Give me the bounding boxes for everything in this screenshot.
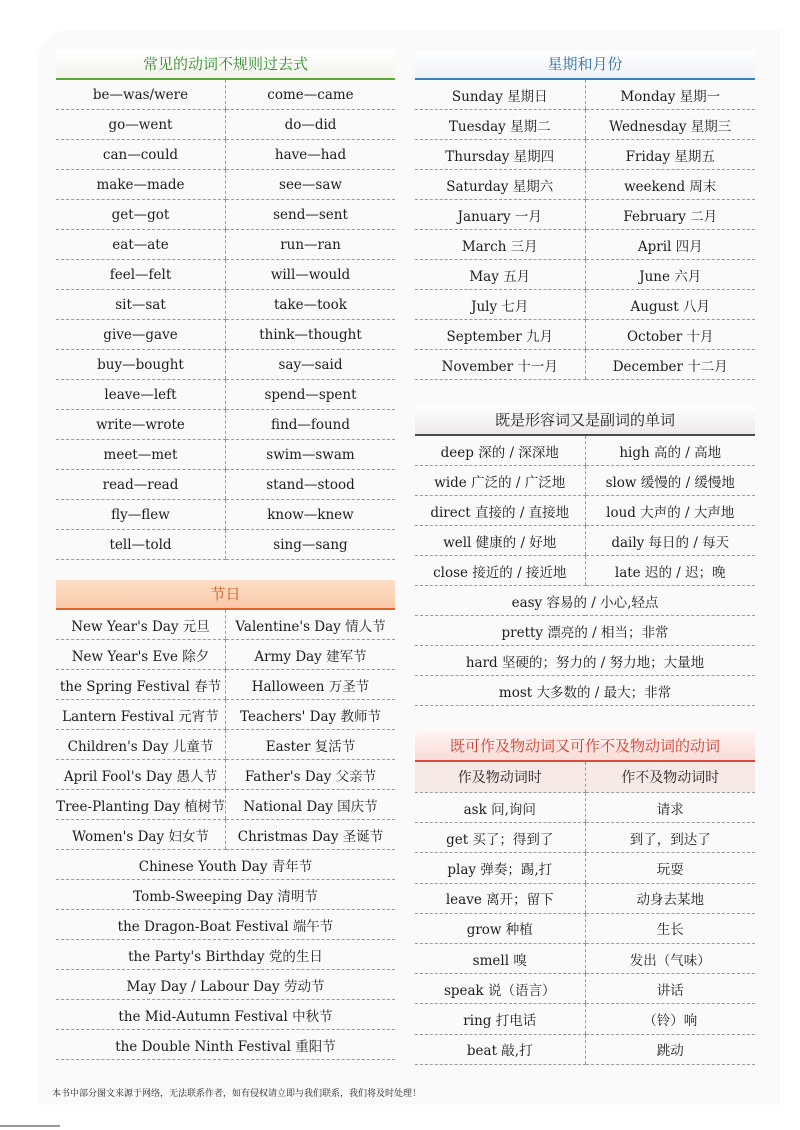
weeks-months-title: 星期和月份 bbox=[415, 50, 755, 80]
table-cell: meet—met bbox=[56, 440, 226, 470]
table-cell: get—got bbox=[56, 200, 226, 230]
table-row bbox=[415, 1004, 755, 1034]
table-row bbox=[415, 762, 755, 793]
table-row bbox=[415, 320, 755, 350]
table-cell: 生长 bbox=[585, 913, 755, 943]
table-cell: stand—stood bbox=[226, 470, 396, 500]
table-cell: Father's Day 父亲节 bbox=[226, 760, 396, 790]
table-row bbox=[56, 230, 395, 260]
table-cell: direct 直接的 / 直接地 bbox=[415, 496, 585, 526]
table-cell: tell—told bbox=[56, 530, 226, 560]
table-cell: July 七月 bbox=[415, 290, 585, 320]
table-cell: 到了，到达了 bbox=[585, 823, 755, 853]
table-cell: ask 问,询问 bbox=[415, 793, 585, 823]
table-cell: smell 嗅 bbox=[415, 943, 585, 973]
table-cell: ring 打电话 bbox=[415, 1004, 585, 1034]
table-cell: Sunday 星期日 bbox=[415, 80, 585, 110]
table-row bbox=[56, 970, 395, 1000]
table-cell: leave—left bbox=[56, 380, 226, 410]
trans-intrans-table bbox=[415, 762, 755, 1065]
table-cell: play 弹奏；踢,打 bbox=[415, 853, 585, 883]
table-row bbox=[56, 790, 395, 820]
table-row bbox=[415, 793, 755, 823]
table-cell: 跳动 bbox=[585, 1034, 755, 1064]
table-cell: make—made bbox=[56, 170, 226, 200]
table-cell: February 二月 bbox=[585, 200, 755, 230]
table-row bbox=[56, 640, 395, 670]
table-row bbox=[415, 853, 755, 883]
table-cell: August 八月 bbox=[585, 290, 755, 320]
table-cell: wide 广泛的 / 广泛地 bbox=[415, 466, 585, 496]
table-row bbox=[56, 910, 395, 940]
irregular-verbs-table bbox=[56, 80, 395, 560]
table-cell: will—would bbox=[226, 260, 396, 290]
table-row bbox=[56, 880, 395, 910]
table-cell: September 九月 bbox=[415, 320, 585, 350]
adj-adv-section bbox=[415, 406, 755, 706]
table-cell: high 高的 / 高地 bbox=[585, 436, 755, 466]
table-cell: Thursday 星期四 bbox=[415, 140, 585, 170]
table-cell: Tuesday 星期二 bbox=[415, 110, 585, 140]
table-row bbox=[56, 500, 395, 530]
table-row bbox=[56, 200, 395, 230]
table-row bbox=[415, 943, 755, 973]
table-cell: be—was/were bbox=[56, 80, 226, 110]
table-cell: Christmas Day 圣诞节 bbox=[226, 820, 396, 850]
table-row bbox=[56, 530, 395, 560]
table-cell: November 十一月 bbox=[415, 350, 585, 380]
table-cell: Monday 星期一 bbox=[585, 80, 755, 110]
table-row bbox=[415, 110, 755, 140]
table-cell: the Dragon-Boat Festival 端午节 bbox=[56, 910, 395, 940]
table-cell: weekend 周末 bbox=[585, 170, 755, 200]
table-cell: swim—swam bbox=[226, 440, 396, 470]
table-cell: fly—flew bbox=[56, 500, 226, 530]
table-row bbox=[56, 290, 395, 320]
table-row bbox=[56, 820, 395, 850]
footer-note: 本书中部分图文来源于网络，无法联系作者，如有侵权请立即与我们联系，我们将及时处理！ bbox=[52, 1089, 422, 1099]
table-cell: well 健康的 / 好地 bbox=[415, 526, 585, 556]
table-row bbox=[415, 526, 755, 556]
table-cell: June 六月 bbox=[585, 260, 755, 290]
table-cell: know—knew bbox=[226, 500, 396, 530]
table-cell: New Year's Day 元旦 bbox=[56, 610, 226, 640]
table-cell: April 四月 bbox=[585, 230, 755, 260]
table-cell: December 十二月 bbox=[585, 350, 755, 380]
table-cell: daily 每日的 / 每天 bbox=[585, 526, 755, 556]
table-cell: Valentine's Day 情人节 bbox=[226, 610, 396, 640]
festivals-section bbox=[56, 580, 395, 1060]
table-cell: do—did bbox=[226, 110, 396, 140]
table-cell: Tree-Planting Day 植树节 bbox=[56, 790, 226, 820]
table-row bbox=[56, 80, 395, 110]
table-cell: run—ran bbox=[226, 230, 396, 260]
table-cell: 请求 bbox=[585, 793, 755, 823]
table-row bbox=[56, 380, 395, 410]
table-cell: the Double Ninth Festival 重阳节 bbox=[56, 1030, 395, 1060]
table-cell: Saturday 星期六 bbox=[415, 170, 585, 200]
table-cell: （铃）响 bbox=[585, 1004, 755, 1034]
table-cell: the Spring Festival 春节 bbox=[56, 670, 226, 700]
table-row bbox=[56, 170, 395, 200]
table-row bbox=[415, 436, 755, 466]
weeks-months-section bbox=[415, 50, 755, 380]
table-row bbox=[56, 610, 395, 640]
table-row bbox=[56, 140, 395, 170]
festivals-title: 节日 bbox=[56, 580, 395, 610]
table-row bbox=[56, 670, 395, 700]
table-row bbox=[56, 260, 395, 290]
table-cell: think—thought bbox=[226, 320, 396, 350]
table-row bbox=[415, 646, 755, 676]
table-cell: Women's Day 妇女节 bbox=[56, 820, 226, 850]
table-cell: Wednesday 星期三 bbox=[585, 110, 755, 140]
table-cell: loud 大声的 / 大声地 bbox=[585, 496, 755, 526]
table-cell: sit—sat bbox=[56, 290, 226, 320]
table-cell: speak 说（语言） bbox=[415, 974, 585, 1004]
table-row bbox=[56, 470, 395, 500]
table-cell: pretty 漂亮的 / 相当；非常 bbox=[415, 616, 755, 646]
table-cell: 玩耍 bbox=[585, 853, 755, 883]
table-cell: read—read bbox=[56, 470, 226, 500]
table-cell: send—sent bbox=[226, 200, 396, 230]
table-cell: leave 离开；留下 bbox=[415, 883, 585, 913]
table-row bbox=[415, 556, 755, 586]
weeks-months-table bbox=[415, 80, 755, 380]
table-cell: 动身去某地 bbox=[585, 883, 755, 913]
table-row bbox=[56, 410, 395, 440]
table-cell: most 大多数的 / 最大；非常 bbox=[415, 676, 755, 706]
table-cell: have—had bbox=[226, 140, 396, 170]
table-cell: Army Day 建军节 bbox=[226, 640, 396, 670]
table-row bbox=[56, 110, 395, 140]
table-row bbox=[415, 1034, 755, 1064]
table-cell: the Mid-Autumn Festival 中秋节 bbox=[56, 1000, 395, 1030]
adj-adv-table bbox=[415, 436, 755, 706]
table-row bbox=[415, 883, 755, 913]
table-cell: spend—spent bbox=[226, 380, 396, 410]
table-row bbox=[56, 760, 395, 790]
table-cell: slow 缓慢的 / 缓慢地 bbox=[585, 466, 755, 496]
table-row bbox=[415, 974, 755, 1004]
table-cell: Halloween 万圣节 bbox=[226, 670, 396, 700]
table-cell: grow 种植 bbox=[415, 913, 585, 943]
table-row bbox=[56, 850, 395, 880]
table-row bbox=[415, 260, 755, 290]
table-cell: Lantern Festival 元宵节 bbox=[56, 700, 226, 730]
trans-intrans-title: 既可作及物动词又可作不及物动词的动词 bbox=[415, 732, 755, 762]
table-cell: deep 深的 / 深深地 bbox=[415, 436, 585, 466]
table-cell: New Year's Eve 除夕 bbox=[56, 640, 226, 670]
table-cell: 发出（气味） bbox=[585, 943, 755, 973]
table-row bbox=[415, 823, 755, 853]
table-row bbox=[56, 320, 395, 350]
table-row bbox=[415, 913, 755, 943]
table-row bbox=[415, 586, 755, 616]
table-row bbox=[415, 230, 755, 260]
table-cell: Friday 星期五 bbox=[585, 140, 755, 170]
table-row bbox=[415, 350, 755, 380]
table-cell: see—saw bbox=[226, 170, 396, 200]
table-row bbox=[415, 496, 755, 526]
table-cell: National Day 国庆节 bbox=[226, 790, 396, 820]
table-row bbox=[56, 1030, 395, 1060]
table-cell: get 买了；得到了 bbox=[415, 823, 585, 853]
table-cell: Children's Day 儿童节 bbox=[56, 730, 226, 760]
table-cell: buy—bought bbox=[56, 350, 226, 380]
table-cell: 讲话 bbox=[585, 974, 755, 1004]
table-row bbox=[415, 200, 755, 230]
table-row bbox=[56, 440, 395, 470]
table-row bbox=[415, 140, 755, 170]
table-cell: the Party's Birthday 党的生日 bbox=[56, 940, 395, 970]
table-cell: late 迟的 / 迟；晚 bbox=[585, 556, 755, 586]
table-cell: write—wrote bbox=[56, 410, 226, 440]
table-cell: March 三月 bbox=[415, 230, 585, 260]
table-cell: go—went bbox=[56, 110, 226, 140]
trans-intrans-section bbox=[415, 732, 755, 1065]
table-cell: can—could bbox=[56, 140, 226, 170]
table-row bbox=[415, 290, 755, 320]
table-cell: May 五月 bbox=[415, 260, 585, 290]
table-cell: beat 敲,打 bbox=[415, 1034, 585, 1064]
table-cell: Tomb-Sweeping Day 清明节 bbox=[56, 880, 395, 910]
table-cell: 作不及物动词时 bbox=[585, 762, 755, 793]
table-cell: Easter 复活节 bbox=[226, 730, 396, 760]
table-cell: feel—felt bbox=[56, 260, 226, 290]
table-cell: give—gave bbox=[56, 320, 226, 350]
table-row bbox=[415, 616, 755, 646]
table-cell: eat—ate bbox=[56, 230, 226, 260]
table-row bbox=[56, 1000, 395, 1030]
table-cell: easy 容易的 / 小心,轻点 bbox=[415, 586, 755, 616]
table-row bbox=[56, 700, 395, 730]
table-cell: hard 坚硬的；努力的 / 努力地；大量地 bbox=[415, 646, 755, 676]
table-cell: October 十月 bbox=[585, 320, 755, 350]
irregular-verbs-section bbox=[56, 50, 395, 560]
table-row bbox=[415, 170, 755, 200]
bottom-divider bbox=[0, 1125, 60, 1127]
irregular-verbs-title: 常见的动词不规则过去式 bbox=[56, 50, 395, 80]
table-row bbox=[56, 730, 395, 760]
table-cell: find—found bbox=[226, 410, 396, 440]
table-row bbox=[56, 940, 395, 970]
table-row bbox=[415, 676, 755, 706]
table-row bbox=[56, 350, 395, 380]
table-cell: come—came bbox=[226, 80, 396, 110]
table-cell: January 一月 bbox=[415, 200, 585, 230]
adj-adv-title: 既是形容词又是副词的单词 bbox=[415, 406, 755, 436]
table-row bbox=[415, 466, 755, 496]
table-cell: close 接近的 / 接近地 bbox=[415, 556, 585, 586]
table-cell: Chinese Youth Day 青年节 bbox=[56, 850, 395, 880]
table-cell: 作及物动词时 bbox=[415, 762, 585, 793]
table-cell: sing—sang bbox=[226, 530, 396, 560]
table-cell: April Fool's Day 愚人节 bbox=[56, 760, 226, 790]
festivals-table bbox=[56, 610, 395, 1060]
table-cell: Teachers' Day 教师节 bbox=[226, 700, 396, 730]
table-cell: say—said bbox=[226, 350, 396, 380]
table-cell: take—took bbox=[226, 290, 396, 320]
table-cell: May Day / Labour Day 劳动节 bbox=[56, 970, 395, 1000]
table-row bbox=[415, 80, 755, 110]
